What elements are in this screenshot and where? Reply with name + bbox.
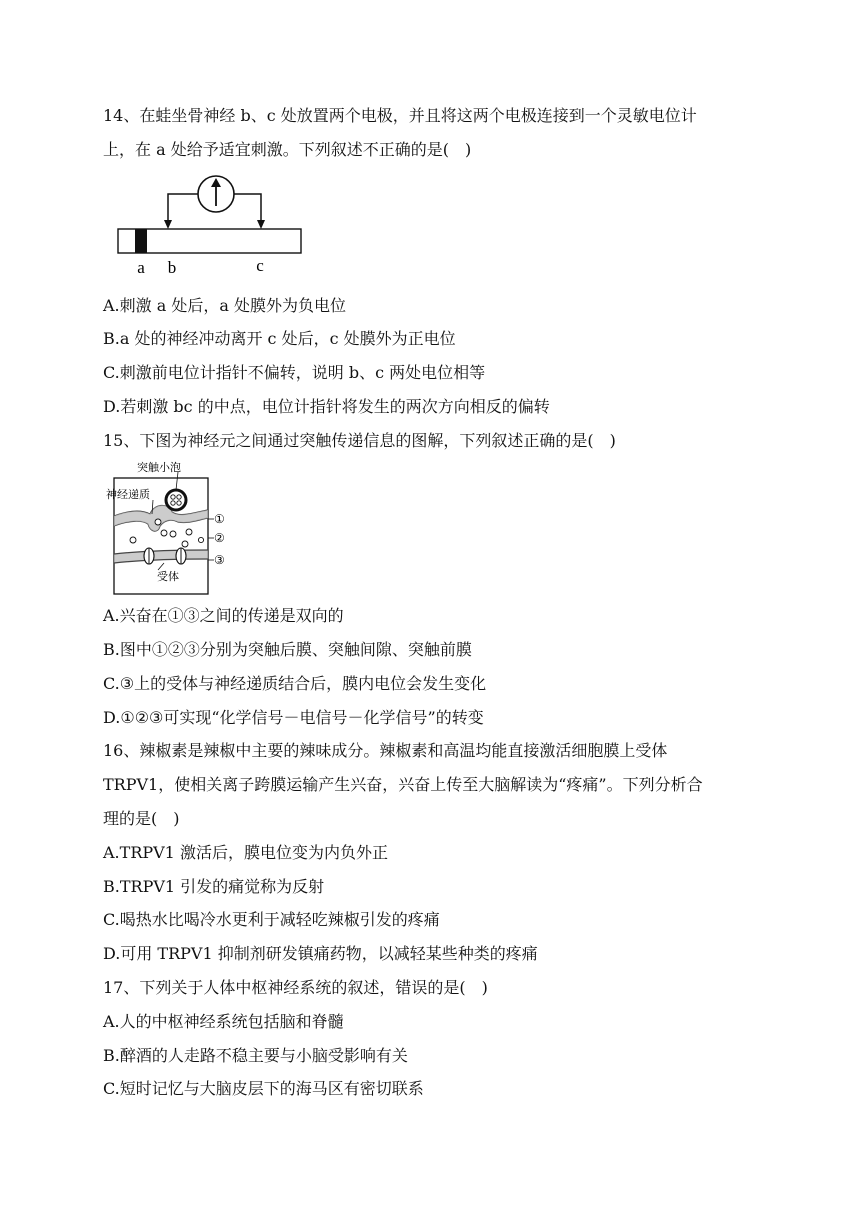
q15-option-d: D.①②③可实现“化学信号－电信号－化学信号”的转变 bbox=[103, 708, 484, 727]
q16-option-c: C.喝热水比喝冷水更利于减轻吃辣椒引发的疼痛 bbox=[103, 910, 440, 929]
q14-stem-line2: 上，在 a 处给予适宜刺激。下列叙述不正确的是( ) bbox=[103, 140, 472, 159]
q16-option-d: D.可用 TRPV1 抑制剂研发镇痛药物，以减轻某些种类的疼痛 bbox=[103, 944, 538, 963]
electrode-c-arrow bbox=[257, 220, 265, 229]
q15-option-c: C.③上的受体与神经递质结合后，膜内电位会发生变化 bbox=[103, 674, 487, 693]
label-b: b bbox=[167, 258, 177, 277]
label-c: c bbox=[256, 256, 264, 275]
q15-option-a: A.兴奋在①③之间的传递是双向的 bbox=[103, 606, 344, 625]
label-receptor: 受体 bbox=[157, 570, 179, 583]
q15-stem: 15、下图为神经元之间通过突触传递信息的图解，下列叙述正确的是( ) bbox=[103, 431, 616, 450]
q16-stem-line3: 理的是( ) bbox=[103, 809, 180, 828]
electrode-b-arrow bbox=[164, 220, 172, 229]
q14-option-c: C.刺激前电位计指针不偏转，说明 b、c 两处电位相等 bbox=[103, 363, 486, 382]
label-marker-3: ③ bbox=[214, 553, 225, 567]
q15-option-b: B.图中①②③分别为突触后膜、突触间隙、突触前膜 bbox=[103, 640, 472, 659]
label-synaptic-vesicle: 突触小泡 bbox=[137, 461, 181, 474]
q17-option-b: B.醉酒的人走路不稳主要与小脑受影响有关 bbox=[103, 1046, 408, 1065]
electrode-wires bbox=[168, 194, 261, 222]
synaptic-vesicle bbox=[166, 490, 186, 510]
q14-option-d: D.若刺激 bc 的中点，电位计指针将发生的两次方向相反的偏转 bbox=[103, 397, 550, 416]
q16-option-b: B.TRPV1 引发的痛觉称为反射 bbox=[103, 877, 325, 896]
q14-option-b: B.a 处的神经冲动离开 c 处后，c 处膜外为正电位 bbox=[103, 329, 456, 348]
q14-option-a: A.刺激 a 处后，a 处膜外为负电位 bbox=[103, 296, 346, 315]
nerve-galvanometer-figure bbox=[110, 170, 310, 278]
galvanometer-icon bbox=[198, 176, 234, 212]
stimulation-site bbox=[135, 229, 147, 253]
label-a: a bbox=[137, 258, 145, 277]
q16-stem-line2: TRPV1，使相关离子跨膜运输产生兴奋，兴奋上传至大脑解读为“疼痛”。下列分析合 bbox=[103, 775, 703, 794]
label-neurotransmitter: 神经递质 bbox=[106, 488, 150, 501]
q16-stem-line1: 16、辣椒素是辣椒中主要的辣味成分。辣椒素和高温均能直接激活细胞膜上受体 bbox=[103, 741, 668, 760]
q14-stem-line1: 14、在蛙坐骨神经 b、c 处放置两个电极，并且将这两个电极连接到一个灵敏电位计 bbox=[103, 106, 697, 125]
q16-option-a: A.TRPV1 激活后，膜电位变为内负外正 bbox=[103, 843, 388, 862]
synapse-figure bbox=[102, 460, 242, 596]
q17-stem: 17、下列关于人体中枢神经系统的叙述，错误的是( ) bbox=[103, 978, 488, 997]
label-marker-2: ② bbox=[214, 531, 225, 545]
q17-option-a: A.人的中枢神经系统包括脑和脊髓 bbox=[103, 1012, 344, 1031]
q17-option-c: C.短时记忆与大脑皮层下的海马区有密切联系 bbox=[103, 1079, 424, 1098]
label-marker-1: ① bbox=[214, 512, 225, 526]
